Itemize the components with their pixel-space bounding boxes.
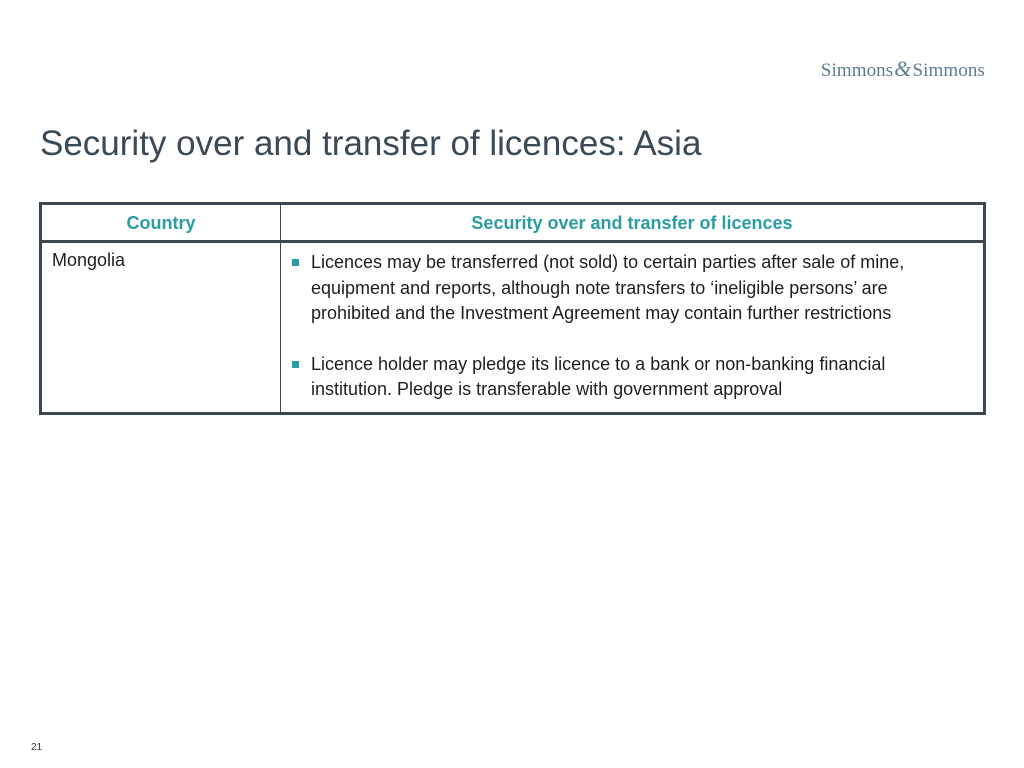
column-header-security: Security over and transfer of licences: [281, 204, 985, 242]
table-row: [41, 242, 985, 414]
logo-ampersand: &: [894, 56, 912, 81]
list-item: [291, 250, 953, 327]
bullet-list: [291, 250, 953, 403]
slide-title: Security over and transfer of licences: Asia: [40, 124, 702, 163]
column-header-country: Country: [41, 204, 281, 242]
company-logo: [821, 56, 985, 82]
square-bullet-icon: [292, 259, 299, 266]
logo-text-left: Simmons: [820, 60, 894, 81]
list-item-text: Licence holder may pledge its licence to a bank or non-banking financial institution. Pledge is transferable with government approval: [311, 353, 886, 399]
square-bullet-icon: [292, 361, 299, 368]
table-header-row: [41, 204, 985, 242]
logo-text-right: Simmons: [912, 60, 985, 81]
country-cell: Mongolia: [41, 242, 281, 414]
detail-cell: [281, 242, 985, 414]
list-item: [291, 352, 953, 403]
list-item-text: Licences may be transferred (not sold) to certain parties after sale of mine, equipment and reports, although note transfers to ‘ineligible persons’ are prohibited and the Investment Agreement may contain further restrictions: [311, 252, 905, 323]
licences-table: [39, 202, 986, 415]
page-number: 21: [31, 742, 43, 753]
